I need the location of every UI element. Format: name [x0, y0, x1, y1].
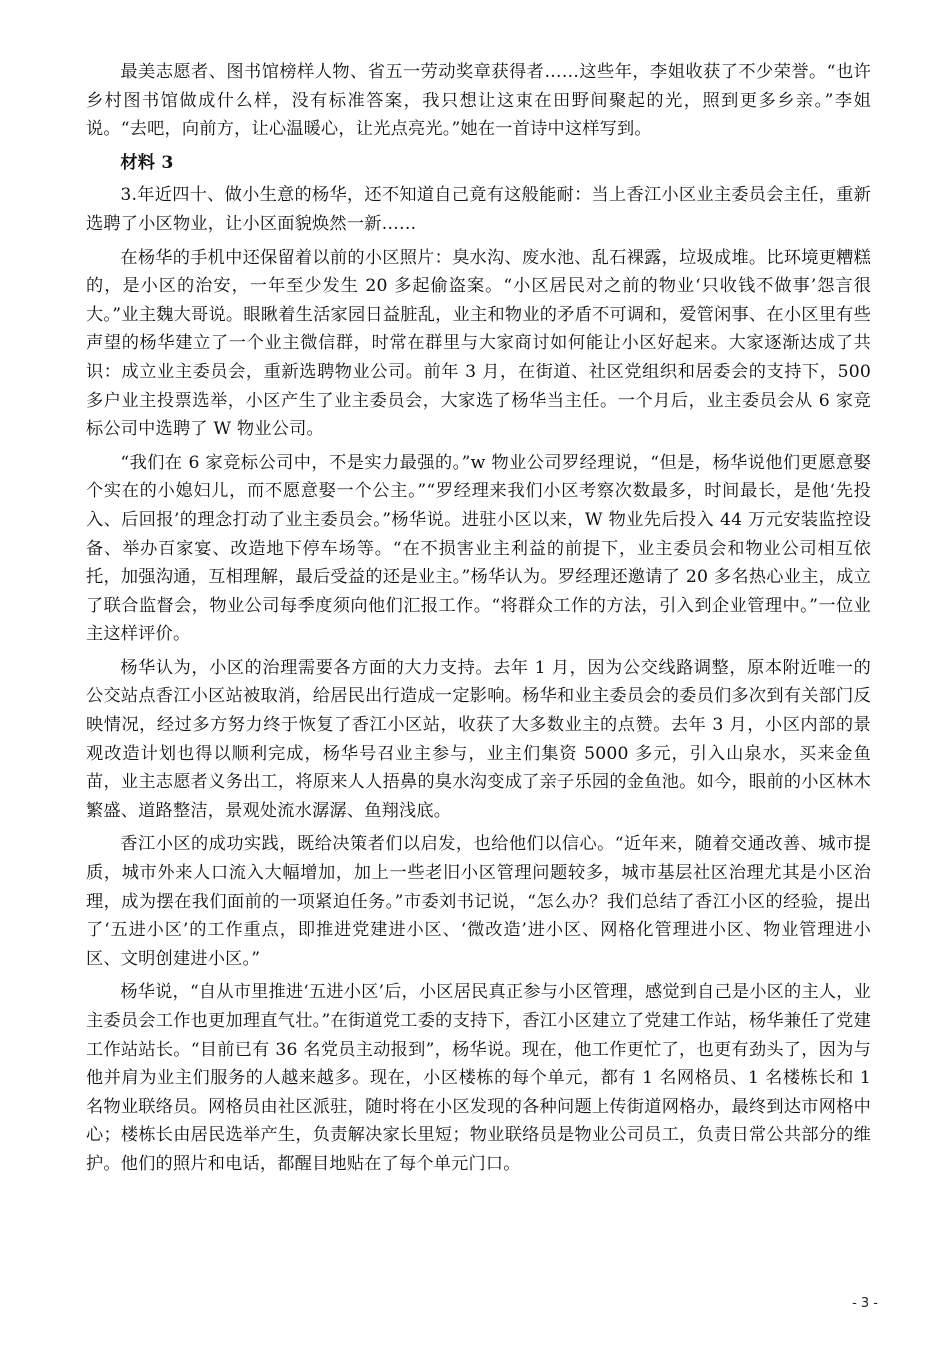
paragraph: 杨华说，“自从市里推进‘五进小区’后，小区居民真正参与小区管理，感觉到自己是小区的主人，业主委员会工作也更加理直气壮。”在街道党工委的支持下，香江小区建立了党建工作站，杨华兼任了党建工作站站长。“目前已有 36 名党员主动报到”，杨华说。现在，他工作更忙了，也更有劲头了，因为与他并肩为业主们服务的人越来越多。现在，小区楼栋的每个单元，都有 1 名网格员、1 名楼栋长和 1 名物业联络员。网格员由社区派驻，随时将在小区发现的各种问题上传街道网格办，最终到达市网格中心；楼栋长由居民选举产生，负责解决家长里短；物业联络员是物业公司员工，负责日常公共部分的维护。他们的照片和电话，都醒目地贴在了每个单元门口。: [86, 982, 871, 1174]
paragraph: “我们在 6 家竞标公司中，不是实力最强的。”w 物业公司罗经理说，“但是，杨华说他们更愿意娶个实在的小媳妇儿，而不愿意娶一个公主。”“罗经理来我们小区考察次数最多，时间最长，是他‘先投入、后回报’的理念打动了业主委员会。”杨华说。进驻小区以来，W 物业先后投入 44 万元安装监控设备、举办百家宴、改造地下停车场等。“在不损害业主利益的前提下，业主委员会和物业公司相互依托，加强沟通，互相理解，最后受益的还是业主。”杨华认为。罗经理还邀请了 20 多名热心业主，成立了联合监督会，物业公司每季度须向他们汇报工作。“将群众工作的方法，引入到企业管理中。”一位业主这样评价。: [86, 452, 871, 645]
section-heading: 材料 3: [120, 152, 174, 173]
paragraph: 香江小区的成功实践，既给决策者们以启发，也给他们以信心。“近年来，随着交通改善、城市提质，城市外来人口流入大幅增加，加上一些老旧小区管理问题较多，城市基层社区治理尤其是小区治理，成为摆在我们面前的一项紧迫任务。”市委刘书记说，“怎么办？我们总结了香江小区的经验，提出了‘五进小区’的工作重点，即推进党建进小区、‘微改造’进小区、网格化管理进小区、物业管理进小区、文明创建进小区。”: [86, 834, 871, 969]
paragraph: 杨华认为，小区的治理需要各方面的大力支持。去年 1 月，因为公交线路调整，原本附近唯一的公交站点香江小区站被取消，给居民出行造成一定影响。杨华和业主委员会的委员们多次到有关部门反映情况，经过多方努力终于恢复了香江小区站，收获了大多数业主的点赞。去年 3 月，小区内部的景观改造计划也得以顺利完成，杨华号召业主参与，业主们集资 5000 多元，引入山泉水，买来金鱼苗，业主志愿者义务出工，将原来人人捂鼻的臭水沟变成了亲子乐园的金鱼池。如今，眼前的小区林木繁盛、道路整洁，景观处流水潺潺、鱼翔浅底。: [86, 657, 871, 821]
paragraph-intro: 最美志愿者、图书馆榜样人物、省五一劳动奖章获得者……这些年，李姐收获了不少荣誉。“也许乡村图书馆做成什么样，没有标准答案，我只想让这束在田野间聚起的光，照到更多乡亲。”李姐说。“去吧，向前方，让心温暖心，让光点亮光。”她在一首诗中这样写到。: [86, 62, 871, 140]
paragraph: 在杨华的手机中还保留着以前的小区照片：臭水沟、废水池、乱石裸露，垃圾成堆。比环境更糟糕的，是小区的治安，一年至少发生 20 多起偷盗案。“小区居民对之前的物业‘只收钱不做事’怨言很大。”业主魏大哥说。眼瞅着生活家园日益脏乱，业主和物业的矛盾不可调和，爱管闲事、在小区里有些声望的杨华建立了一个业主微信群，时常在群里与大家商讨如何能让小区好起来。大家逐渐达成了共识：成立业主委员会，重新选聘物业公司。前年 3 月，在街道、社区党组织和居委会的支持下，500 多户业主投票选举，小区产生了业主委员会，大家选了杨华当主任。一个月后，业主委员会从 6 家竞标公司中选聘了 W 物业公司。: [86, 247, 871, 440]
page-number: - 3 -: [852, 1296, 878, 1311]
paragraph: 3.年近四十、做小生意的杨华，还不知道自己竟有这般能耐：当上香江小区业主委员会主任，重新选聘了小区物业，让小区面貌焕然一新……: [86, 185, 871, 234]
document-page: [86, 58, 871, 1184]
